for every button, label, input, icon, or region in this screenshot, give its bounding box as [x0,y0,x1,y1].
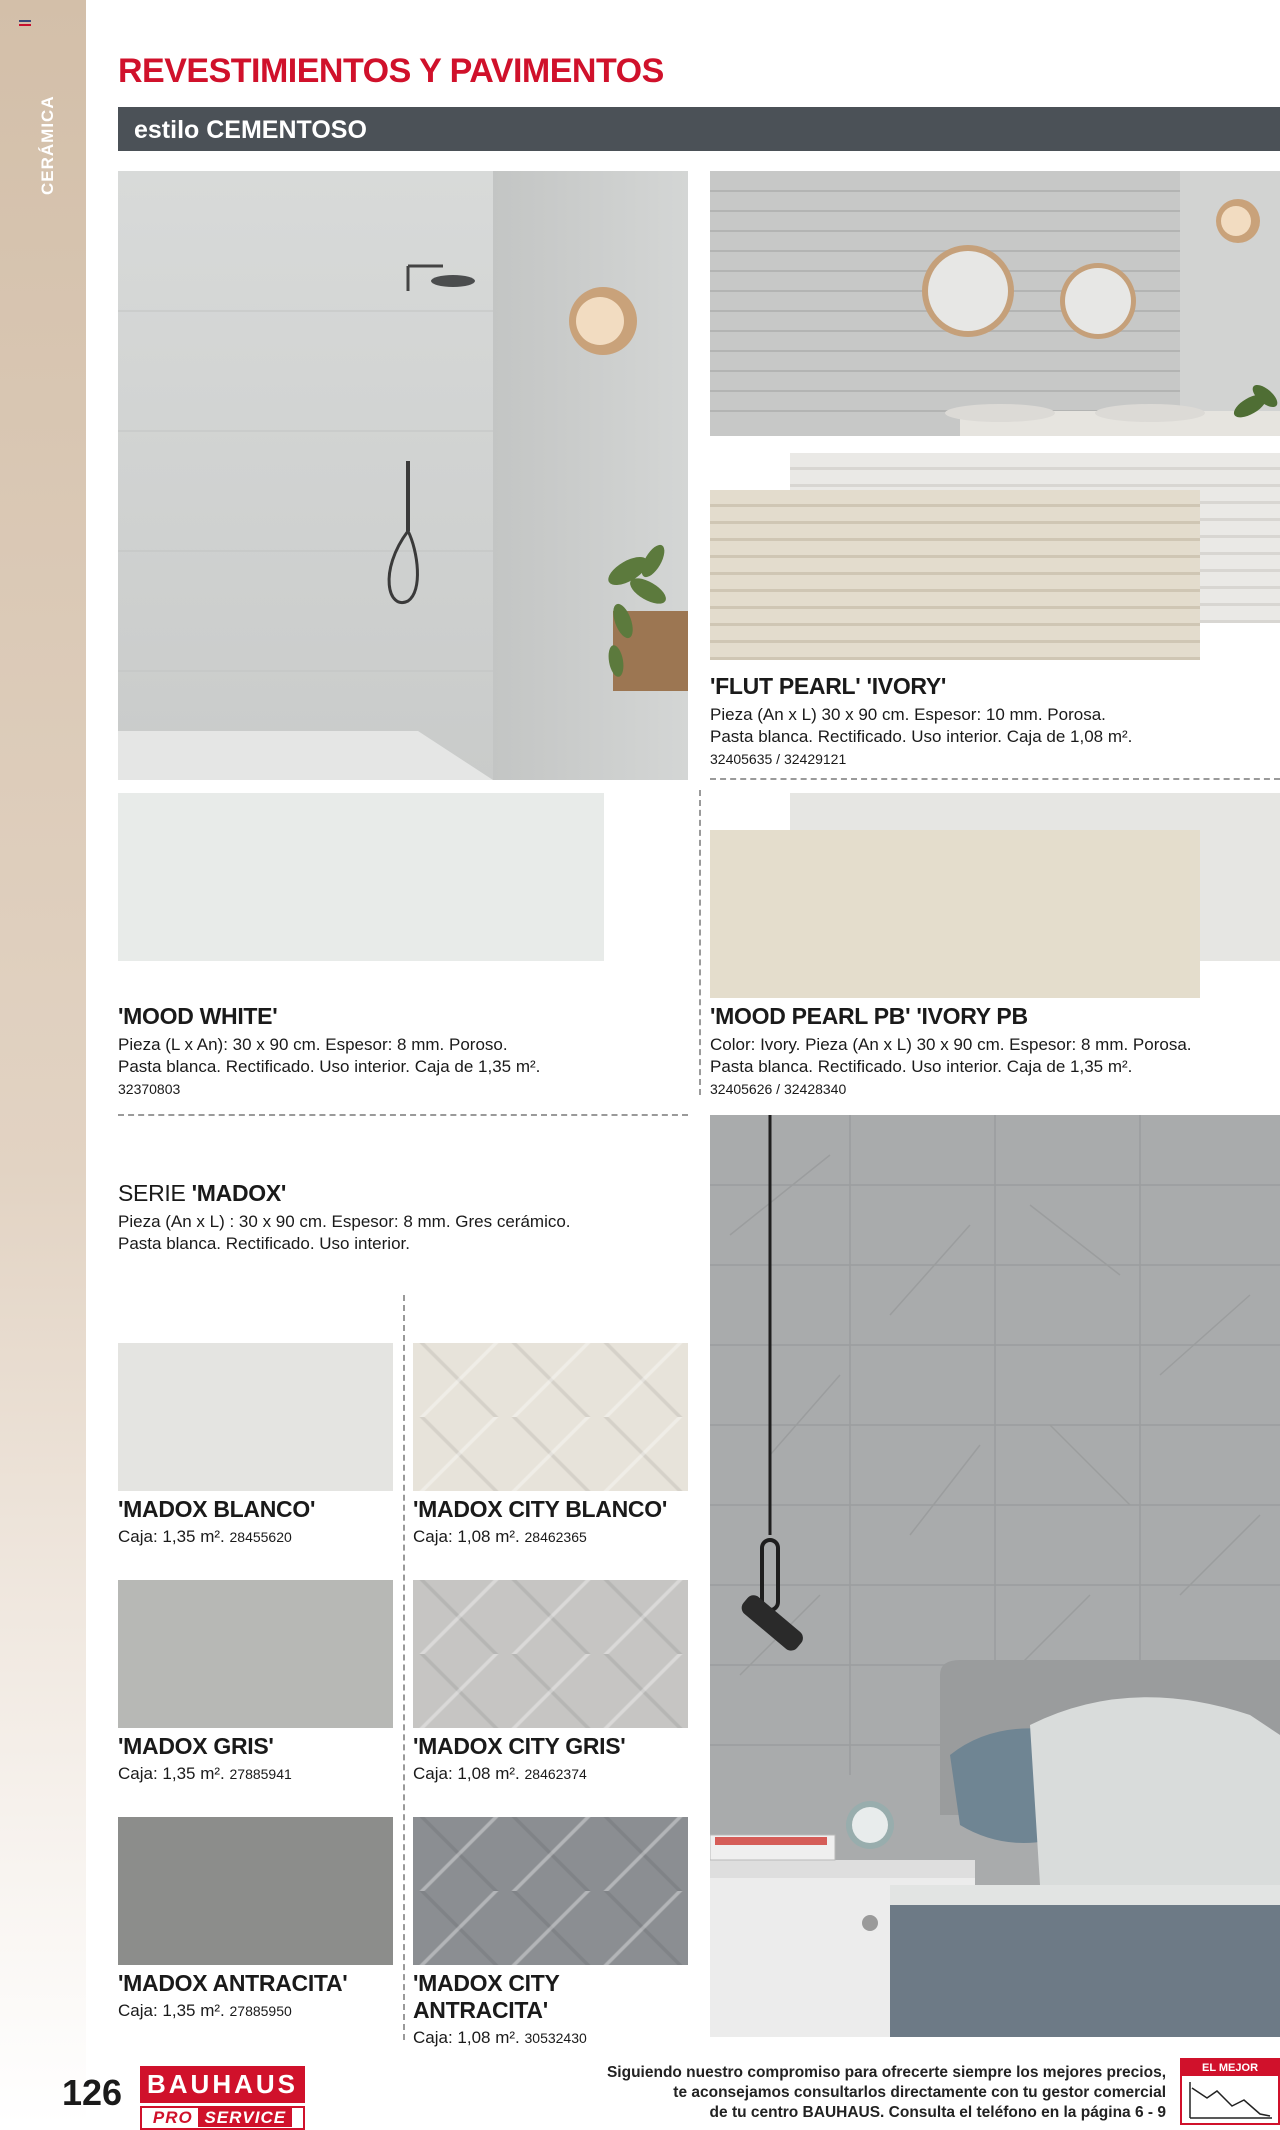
logo-wordmark: BAUHAUS [140,2066,305,2103]
product-box [118,1527,403,1547]
product-code: 28462365 [524,1529,587,1545]
product-box [118,2001,403,2021]
series-prefix: SERIE [118,1180,186,1206]
series-name: 'MADOX' [191,1180,287,1206]
product-box [413,2028,698,2048]
madox-tile [118,1817,393,1965]
logo-service: SERVICE [198,2108,292,2127]
box-size: Caja: 1,35 m². [118,1527,225,1546]
product-box [118,1764,403,1784]
box-size: Caja: 1,35 m². [118,2001,225,2020]
box-size: Caja: 1,08 m². [413,1764,520,1783]
product-name: 'FLUT PEARL' 'IVORY' [710,673,947,699]
product-madox-series [118,1180,688,1255]
product-code: 32405626 / 32428340 [710,1081,847,1097]
logo-proservice [140,2106,305,2130]
product-code: 27885950 [229,2003,292,2019]
product-desc-1: Color: Ivory. Pieza (An x L) 30 x 90 cm. Espesor: 8 mm. Porosa. [710,1035,1192,1054]
madox-product [118,1496,403,1547]
madox-product [413,1733,698,1784]
footer-note-line: Siguiendo nuestro compromiso para ofrecerte siempre los mejores precios, [606,2064,1166,2081]
product-name: 'MADOX GRIS' [118,1733,274,1759]
mood-white-tile [118,793,604,961]
product-code: 30532430 [524,2030,587,2046]
best-price-chart-icon [1182,2076,1278,2123]
product-name: 'MADOX BLANCO' [118,1496,316,1522]
product-box [413,1527,698,1547]
wavy-wall-photo [710,171,1280,436]
product-desc-2: Pasta blanca. Rectificado. Uso interior. [118,1234,410,1253]
style-bar [118,107,1280,151]
product-name: 'MOOD PEARL PB' 'IVORY PB [710,1003,1028,1029]
madox-tile [413,1580,688,1728]
madox-product [413,1496,698,1547]
product-desc-2: Pasta blanca. Rectificado. Uso interior. Caja de 1,35 m². [118,1057,541,1076]
section-label: CERÁMICA [38,95,57,195]
side-band [0,0,86,2125]
product-name: 'MOOD WHITE' [118,1003,278,1029]
product-code: 27885941 [229,1766,292,1782]
best-price-badge [1180,2058,1280,2125]
page-title: REVESTIMIENTOS Y PAVIMENTOS [118,52,664,90]
box-size: Caja: 1,08 m². [413,1527,520,1546]
product-desc-2: Pasta blanca. Rectificado. Uso interior. Caja de 1,35 m². [710,1057,1133,1076]
madox-tile [413,1817,688,1965]
box-size: Caja: 1,08 m². [413,2028,520,2047]
product-name: 'MADOX CITY BLANCO' [413,1496,667,1522]
bedroom-photo [710,1115,1280,2037]
footer-note-line: de tu centro BAUHAUS. Consulta el teléfono en la página 6 - 9 [709,2104,1166,2121]
product-code: 28455620 [229,1529,292,1545]
product-box [413,1764,698,1784]
product-flut [710,673,1270,767]
divider-vertical [699,790,701,1095]
page-number: 126 [62,2072,123,2113]
footer-note-line: te aconsejamos consultarlos directamente con tu gestor comercial [673,2084,1166,2101]
product-name: 'MADOX CITY ANTRACITA' [413,1970,560,2023]
menu-icon[interactable] [19,20,31,28]
box-size: Caja: 1,35 m². [118,1764,225,1783]
product-code: 28462374 [524,1766,587,1782]
style-subtitle: estilo CEMENTOSO [134,116,367,144]
divider-vertical [403,1295,405,2040]
product-name: 'MADOX CITY GRIS' [413,1733,626,1759]
madox-product [118,1733,403,1784]
product-mood-pearl [710,1003,1280,1097]
madox-tile [118,1343,393,1491]
logo-pro: PRO [152,2108,193,2127]
product-desc-2: Pasta blanca. Rectificado. Uso interior. Caja de 1,08 m². [710,727,1133,746]
product-desc-1: Pieza (An x L) : 30 x 90 cm. Espesor: 8 mm. Gres cerámico. [118,1212,571,1231]
madox-product [413,1970,698,2048]
flut-tile-front [710,490,1200,660]
divider [710,778,1280,780]
product-desc-1: Pieza (L x An): 30 x 90 cm. Espesor: 8 mm. Poroso. [118,1035,508,1054]
product-name [118,1180,688,1207]
bauhaus-logo[interactable] [140,2066,305,2130]
madox-product [118,1970,403,2021]
divider [118,1114,688,1116]
mood-pearl-tile-front [710,830,1200,998]
product-code: 32405635 / 32429121 [710,751,847,767]
madox-tile [413,1343,688,1491]
shower-photo [118,171,688,780]
best-price-label: EL MEJOR PRECIO [1182,2060,1278,2076]
product-name: 'MADOX ANTRACITA' [118,1970,348,1996]
madox-tile [118,1580,393,1728]
product-desc-1: Pieza (An x L) 30 x 90 cm. Espesor: 10 mm. Porosa. [710,705,1106,724]
footer-note [606,2063,1166,2123]
product-code: 32370803 [118,1081,181,1097]
product-mood-white [118,1003,688,1097]
